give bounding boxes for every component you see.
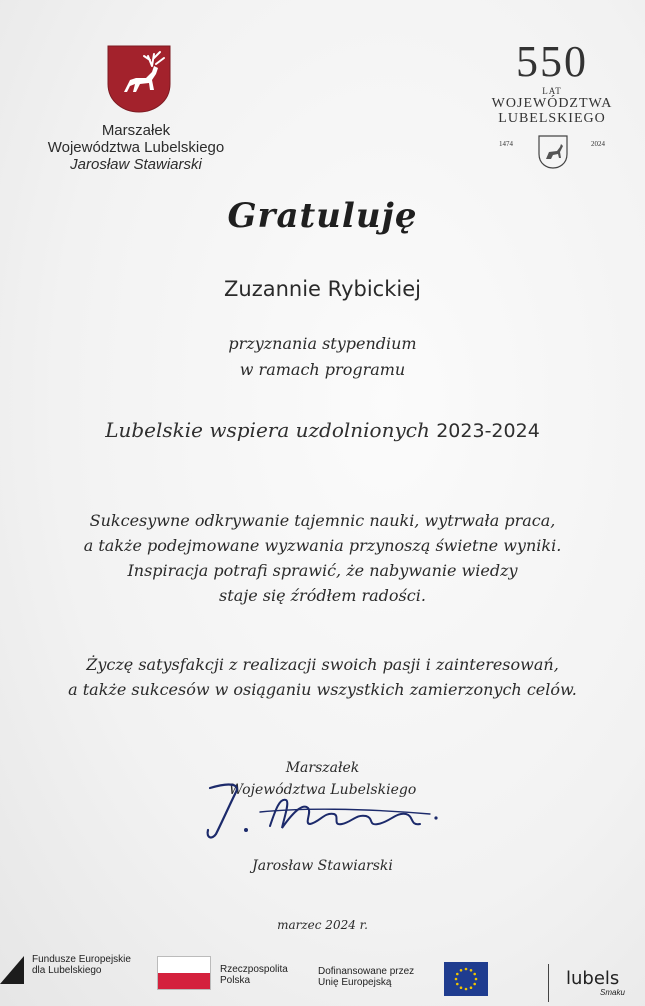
program-years: 2023-2024 (436, 420, 540, 442)
poland-flag-icon (157, 956, 211, 990)
recipient-name: Zuzannie Rybickiej (224, 277, 421, 301)
lubelskie-logo-sub: Smaku (600, 988, 625, 997)
reason-line2: w ramach programu (239, 360, 406, 379)
funds-line2: dla Lubelskiego (32, 965, 102, 976)
issuer-line2: Województwa Lubelskiego (47, 139, 225, 156)
footer-divider (548, 964, 549, 1002)
year-start: 1474 (499, 140, 513, 148)
rp-label (220, 964, 288, 986)
year-end: 2024 (591, 140, 605, 148)
anniversary-number: 550 (516, 37, 588, 86)
paragraph-line: Sukcesywne odkrywanie tajemnic nauki, wytrwała praca, (89, 511, 556, 530)
eu-funds-logo-icon (0, 954, 24, 984)
anniversary-logo (482, 38, 622, 174)
eu-line1: Dofinansowane przez (318, 966, 415, 977)
eu-line2: Unię Europejską (318, 977, 392, 988)
paragraph-2 (0, 652, 645, 702)
eu-label (318, 966, 414, 988)
funds-line1: Fundusze Europejskie (32, 954, 131, 965)
eu-funds-label (32, 954, 131, 976)
lubelskie-logo-text: lubels (566, 968, 620, 989)
footer-logos (0, 946, 645, 1006)
anniversary-lat: LAT (542, 86, 562, 96)
rp-line2: Polska (220, 975, 251, 986)
signatory-title-line1: Marszałek (285, 760, 360, 776)
issuer-block (20, 122, 252, 173)
lublin-deer-crest-icon (106, 44, 172, 114)
program-title (0, 416, 645, 445)
anniversary-years (497, 134, 607, 174)
signatory-title-line2: Województwa Lubelskiego (228, 782, 417, 798)
issue-date: marzec 2024 r. (277, 918, 368, 932)
paragraph-line: Życzę satysfakcji z realizacji swoich pasji i zainteresowań, (86, 655, 559, 674)
anniversary-line2: LUBELSKIEGO (498, 111, 606, 126)
anniversary-line1: WOJEWÓDZTWA (491, 96, 613, 111)
issuer-name: Jarosław Stawiarski (70, 156, 202, 173)
mini-deer-crest-icon (537, 134, 569, 170)
signature-mark (200, 778, 460, 848)
paragraph-line: a także sukcesów w osiąganiu wszystkich zamierzonych celów. (68, 680, 577, 699)
program-name: Lubelskie wspiera uzdolnionych (105, 418, 430, 442)
reason-line1: przyznania stypendium (228, 334, 417, 353)
paragraph-line: staje się źródłem radości. (219, 586, 426, 605)
certificate-title: Gratuluję (227, 196, 418, 236)
paragraph-line: a także podejmowane wyzwania przynoszą świetne wyniki. (83, 536, 562, 555)
eu-flag-icon (444, 962, 488, 996)
rp-line1: Rzeczpospolita (220, 964, 288, 975)
paragraph-line: Inspiracja potrafi sprawić, że nabywanie wiedzy (127, 561, 518, 580)
signatory-name: Jarosław Stawiarski (252, 858, 393, 874)
paragraph-1 (0, 508, 645, 608)
issuer-line1: Marszałek (101, 122, 171, 139)
